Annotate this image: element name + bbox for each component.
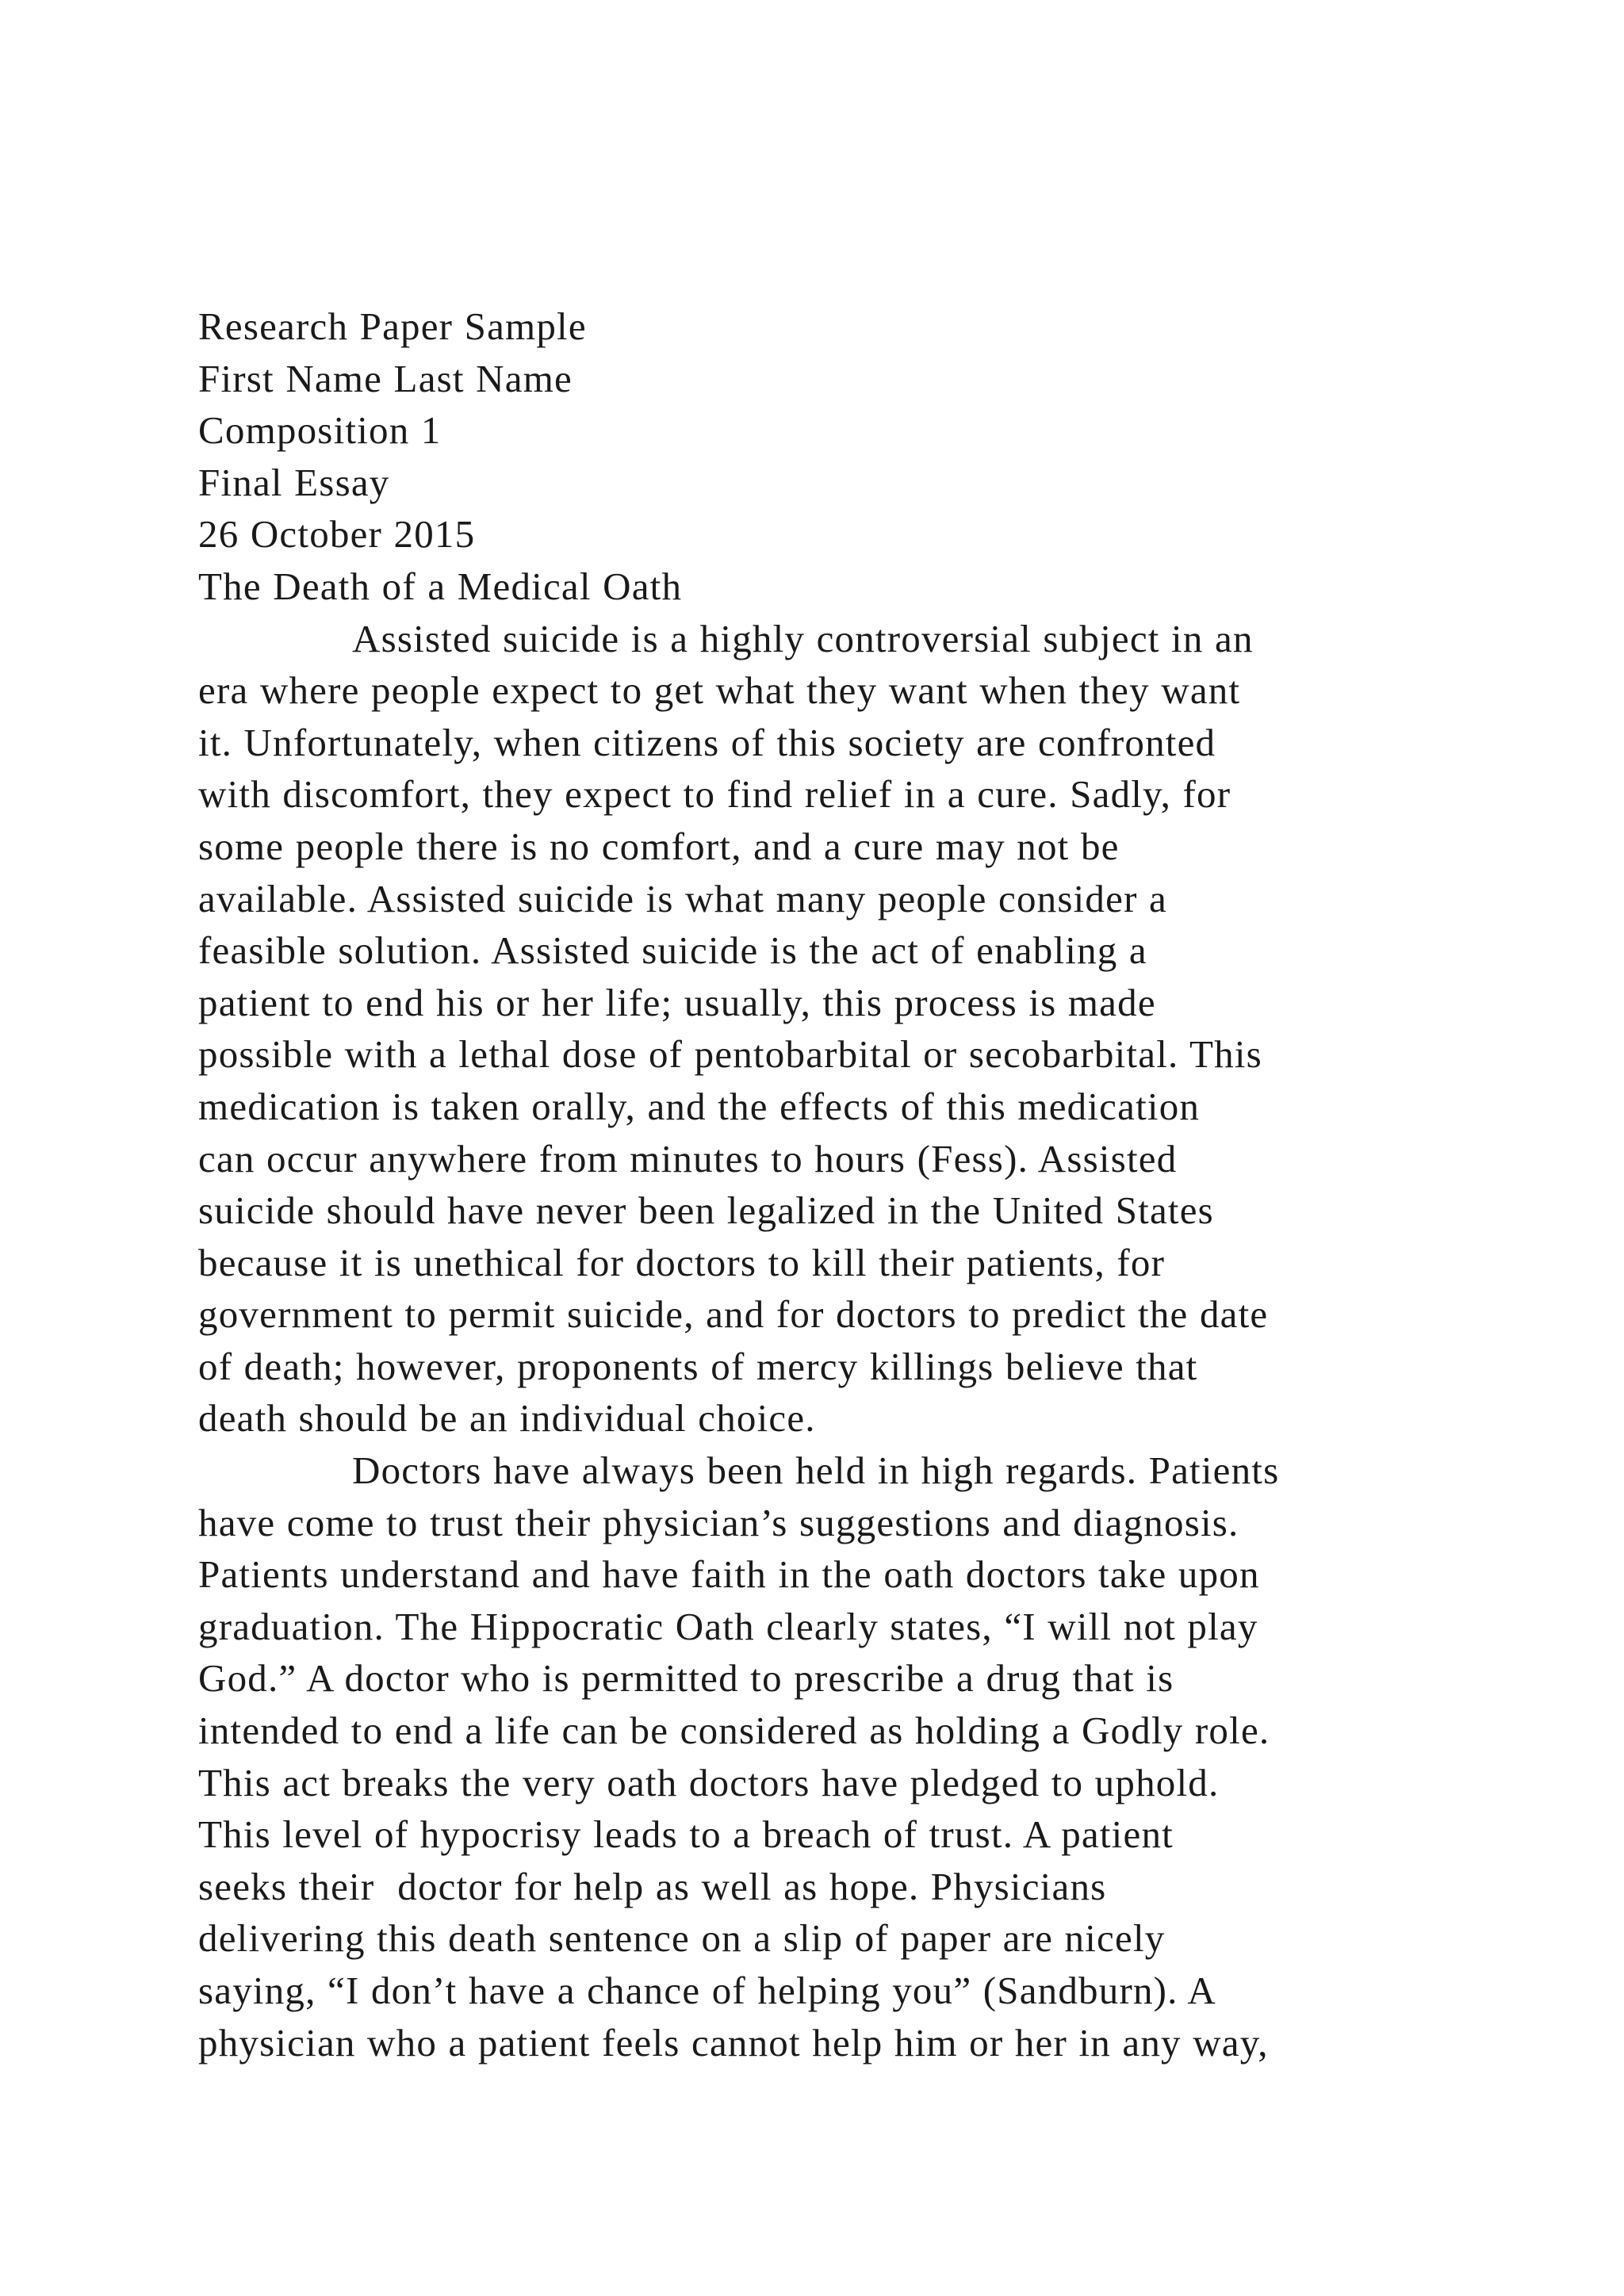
- paragraph-2-line: This act breaks the very oath doctors have pledged to uphold.: [198, 1760, 1220, 1804]
- paragraph-1-line: it. Unfortunately, when citizens of this society are confronted: [198, 720, 1216, 764]
- paragraph-1-line: with discomfort, they expect to find relief in a cure. Sadly, for: [198, 772, 1231, 817]
- paragraph-1-line: of death; however, proponents of mercy killings believe that: [198, 1344, 1198, 1388]
- paragraph-1-line: government to permit suicide, and for doctors to predict the date: [198, 1292, 1269, 1337]
- essay-text-block: [198, 300, 1435, 2068]
- paragraph-1-line: can occur anywhere from minutes to hours (Fess). Assisted: [198, 1136, 1178, 1181]
- assignment-name: Final Essay: [198, 460, 390, 504]
- paragraph-2-line: physician who a patient feels cannot help him or her in any way,: [198, 2020, 1269, 2064]
- paragraph-2-line: seeks their doctor for help as well as hope. Physicians: [198, 1864, 1107, 1908]
- paragraph-2-line: intended to end a life can be considered as holding a Godly role.: [198, 1709, 1270, 1753]
- paragraph-2-line: God.” A doctor who is permitted to prescribe a drug that is: [198, 1656, 1174, 1701]
- paragraph-2-line: graduation. The Hippocratic Oath clearly states, “I will not play: [198, 1604, 1258, 1648]
- paragraph-2-line: have come to trust their physician’s suggestions and diagnosis.: [198, 1500, 1239, 1544]
- essay-date: 26 October 2015: [198, 512, 476, 557]
- author-name: First Name Last Name: [198, 356, 573, 400]
- paragraph-1-line: patient to end his or her life; usually, this process is made: [198, 980, 1156, 1024]
- paragraph-1-line: suicide should have never been legalized in the United States: [198, 1188, 1214, 1233]
- paragraph-1-line: death should be an individual choice.: [198, 1396, 816, 1441]
- paper-label: Research Paper Sample: [198, 304, 587, 348]
- paragraph-1-line: some people there is no comfort, and a cure may not be: [198, 824, 1120, 868]
- paragraph-2-line: delivering this death sentence on a slip of paper are nicely: [198, 1916, 1166, 1961]
- paragraph-1-line: because it is unethical for doctors to kill their patients, for: [198, 1240, 1166, 1284]
- paragraph-1-line: possible with a lethal dose of pentobarbital or secobarbital. This: [198, 1032, 1262, 1077]
- paragraph-1-line: available. Assisted suicide is what many people consider a: [198, 876, 1167, 920]
- course-name: Composition 1: [198, 408, 442, 453]
- paragraph-1-line: medication is taken orally, and the effects of this medication: [198, 1084, 1201, 1128]
- paragraph-1-line: era where people expect to get what they want when they want: [198, 668, 1241, 713]
- paragraph-2-line: Doctors have always been held in high regards. Patients: [352, 1448, 1280, 1493]
- paragraph-1-line: feasible solution. Assisted suicide is the act of enabling a: [198, 928, 1147, 973]
- paragraph-2-line: Patients understand and have faith in the oath doctors take upon: [198, 1552, 1260, 1597]
- essay-title: The Death of a Medical Oath: [198, 564, 683, 608]
- paragraph-2-line: This level of hypocrisy leads to a breach of trust. A patient: [198, 1812, 1174, 1857]
- paragraph-1-line: Assisted suicide is a highly controversial subject in an: [352, 616, 1254, 660]
- paragraph-2-line: saying, “I don’t have a chance of helping you” (Sandburn). A: [198, 1969, 1216, 2012]
